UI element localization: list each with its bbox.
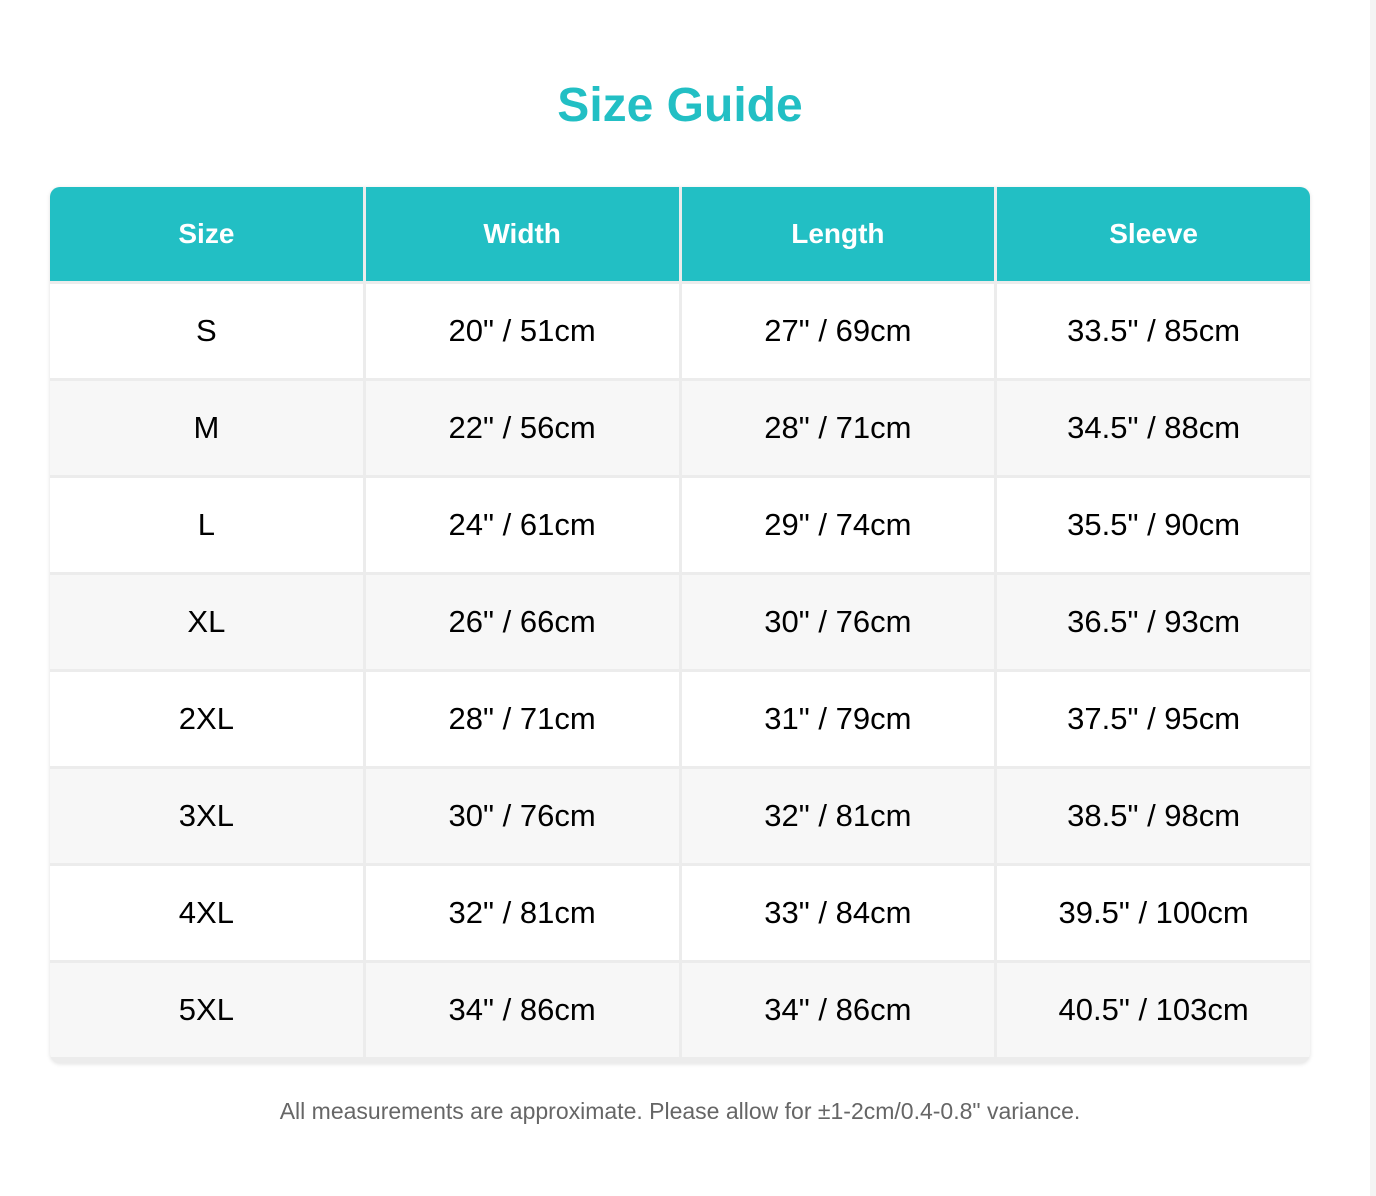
cell-width: 30" / 76cm [366,769,679,863]
cell-size: 2XL [50,672,363,766]
cell-size: 4XL [50,866,363,960]
cell-width: 34" / 86cm [366,963,679,1057]
cell-sleeve: 34.5" / 88cm [997,381,1310,475]
table-row [50,575,1310,669]
cell-length: 32" / 81cm [682,769,995,863]
cell-sleeve: 33.5" / 85cm [997,284,1310,378]
cell-size: XL [50,575,363,669]
scrollbar-track[interactable] [1370,0,1376,1196]
cell-sleeve: 40.5" / 103cm [997,963,1310,1057]
header-size: Size [50,187,363,281]
cell-sleeve: 39.5" / 100cm [997,866,1310,960]
table-row [50,866,1310,960]
cell-length: 29" / 74cm [682,478,995,572]
cell-width: 32" / 81cm [366,866,679,960]
cell-width: 26" / 66cm [366,575,679,669]
cell-width: 20" / 51cm [366,284,679,378]
header-sleeve: Sleeve [997,187,1310,281]
cell-sleeve: 38.5" / 98cm [997,769,1310,863]
page-title: Size Guide [557,79,803,132]
table-row [50,381,1310,475]
table-row [50,963,1310,1057]
table-row [50,672,1310,766]
cell-size: 5XL [50,963,363,1057]
cell-size: S [50,284,363,378]
cell-length: 31" / 79cm [682,672,995,766]
cell-width: 28" / 71cm [366,672,679,766]
table-header-row [50,187,1310,281]
header-length: Length [682,187,995,281]
size-table [50,187,1310,1060]
cell-size: L [50,478,363,572]
cell-length: 28" / 71cm [682,381,995,475]
size-table-container [50,187,1310,1063]
table-row [50,284,1310,378]
header-width: Width [366,187,679,281]
cell-sleeve: 37.5" / 95cm [997,672,1310,766]
cell-length: 30" / 76cm [682,575,995,669]
cell-size: M [50,381,363,475]
cell-sleeve: 35.5" / 90cm [997,478,1310,572]
measurement-disclaimer: All measurements are approximate. Please allow for ±1-2cm/0.4-0.8" variance. [279,1098,1081,1124]
cell-length: 34" / 86cm [682,963,995,1057]
cell-size: 3XL [50,769,363,863]
cell-width: 22" / 56cm [366,381,679,475]
cell-length: 27" / 69cm [682,284,995,378]
table-row [50,769,1310,863]
cell-sleeve: 36.5" / 93cm [997,575,1310,669]
cell-length: 33" / 84cm [682,866,995,960]
cell-width: 24" / 61cm [366,478,679,572]
table-row [50,478,1310,572]
